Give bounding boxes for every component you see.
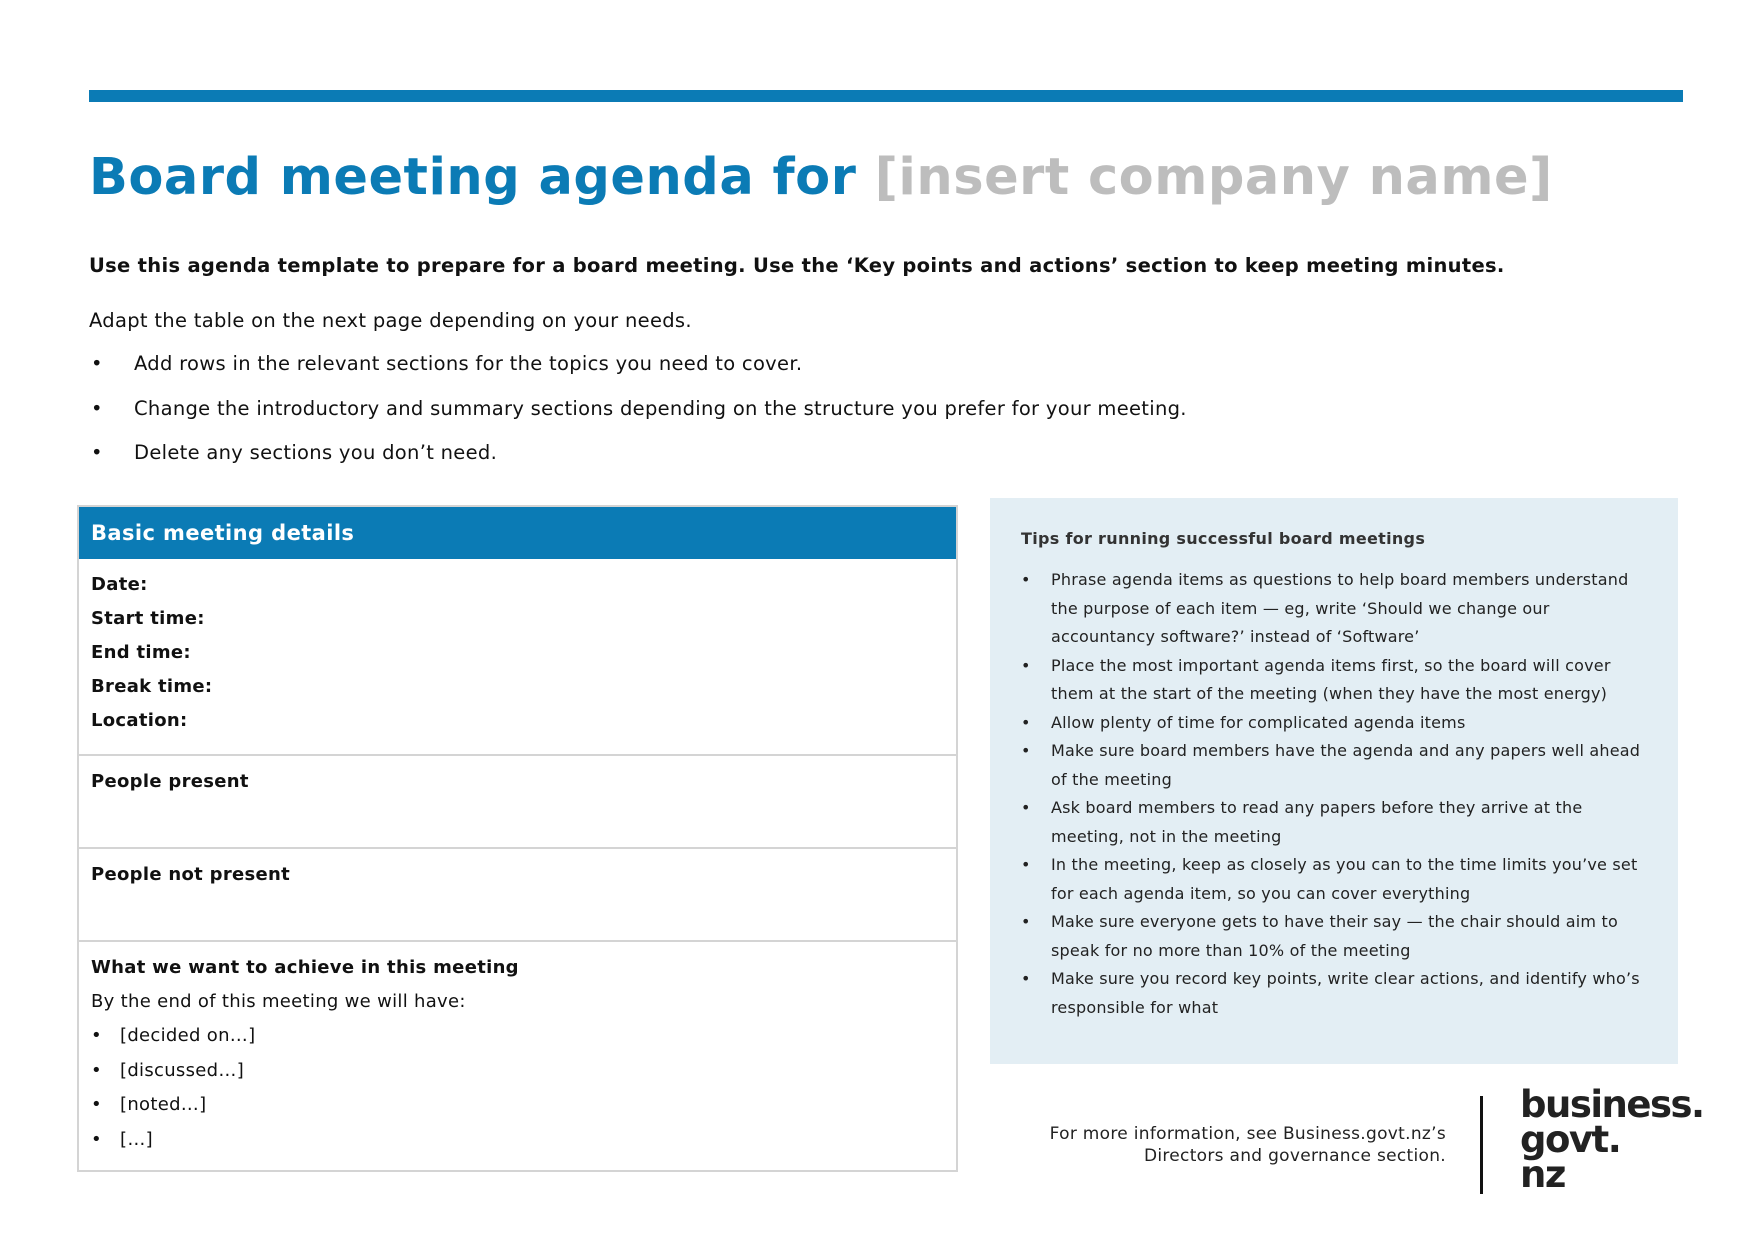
logo-line-3: nz [1520, 1153, 1565, 1196]
bullet-icon: • [1021, 655, 1031, 675]
intro-bullet [89, 352, 1187, 397]
more-info-line-2: Directors and governance section. [1143, 1146, 1446, 1166]
bullet-icon: • [1021, 741, 1031, 760]
more-info-line-1: For more information, see Business.govt.nz’s [1049, 1124, 1446, 1144]
achieve-item-text: [discussed…] [120, 1059, 245, 1081]
tip-item [1021, 737, 1658, 794]
tip-item [1021, 566, 1658, 652]
page-title [89, 148, 1553, 207]
tips-list [1021, 566, 1658, 1022]
end-time-field-label: End time: [91, 642, 191, 663]
logo-line-1: business. [1520, 1083, 1704, 1126]
intro-text: Adapt the table on the next page depending on your needs. [89, 309, 692, 332]
tip-item [1021, 794, 1658, 851]
tip-text: Make sure board members have the agenda and any papers well ahead of the meeting [1051, 741, 1641, 789]
bullet-icon: • [91, 1059, 102, 1081]
bullet-icon: • [91, 1025, 102, 1046]
tip-item [1021, 965, 1658, 1022]
people-not-present-section [79, 849, 956, 942]
achieve-item-text: [decided on…] [120, 1025, 256, 1046]
bullet-icon: • [1021, 798, 1031, 817]
intro-bullet [89, 397, 1187, 442]
tip-item [1021, 652, 1658, 709]
title-main: Board meeting agenda for [89, 148, 875, 207]
break-time-field-label: Break time: [91, 676, 213, 697]
achieve-item [91, 1093, 956, 1128]
intro-bullet-text: Change the introductory and summary sections depending on the structure you prefer for your meeting. [134, 396, 1187, 420]
achieve-subtext: By the end of this meeting we will have: [91, 991, 466, 1012]
bullet-icon: • [91, 352, 103, 375]
people-not-present-label: People not present [91, 864, 291, 885]
tips-title: Tips for running successful board meetings [1021, 529, 1426, 548]
more-info-note [1050, 1123, 1446, 1167]
bullet-icon: • [1021, 969, 1031, 988]
meeting-details-heading: Basic meeting details [79, 507, 956, 559]
tip-text: Place the most important agenda items first, so the board will cover them at the start of the meeting (when they have the most energy) [1051, 655, 1611, 703]
achieve-item [91, 1024, 956, 1059]
location-field-label: Location: [91, 710, 188, 731]
bullet-icon: • [1021, 855, 1031, 874]
start-time-field-label: Start time: [91, 608, 205, 629]
people-present-label: People present [91, 771, 249, 792]
tip-item [1021, 851, 1658, 908]
intro-bullet-text: Delete any sections you don’t need. [134, 441, 498, 464]
logo-divider [1480, 1096, 1483, 1194]
business-govt-nz-logo [1520, 1083, 1704, 1196]
bullet-icon: • [91, 1094, 102, 1115]
achieve-list [91, 1024, 956, 1162]
bullet-icon: • [1021, 712, 1031, 732]
tip-text: In the meeting, keep as closely as you can to the time limits you’ve set for each agenda item, so you can cover everything [1051, 855, 1638, 903]
logo-line-2: govt. [1520, 1118, 1621, 1161]
tip-item [1021, 709, 1658, 738]
tip-text: Make sure you record key points, write clear actions, and identify who’s responsible for what [1051, 969, 1640, 1017]
bullet-icon: • [91, 1128, 102, 1150]
achieve-item [91, 1128, 956, 1163]
people-present-section [79, 756, 956, 849]
bullet-icon: • [1021, 912, 1031, 931]
intro-bullet-text: Add rows in the relevant sections for the topics you need to cover. [134, 352, 803, 375]
bullet-icon: • [91, 396, 103, 420]
intro-bullet [89, 441, 1187, 486]
date-field-label: Date: [91, 574, 148, 595]
intro-bullet-list [89, 352, 1187, 486]
tip-text: Allow plenty of time for complicated agenda items [1051, 712, 1466, 732]
tip-item [1021, 908, 1658, 965]
achieve-section [79, 942, 956, 1162]
meeting-fields-section [79, 559, 956, 756]
tip-text: Phrase agenda items as questions to help board members understand the purpose of each item — eg, write ‘Should we change our accountancy software?’ instead of ‘Software’ [1051, 570, 1629, 646]
bullet-icon: • [1021, 570, 1031, 589]
tip-text: Ask board members to read any papers before they arrive at the meeting, not in the meeting [1051, 798, 1583, 846]
top-accent-rule [89, 90, 1683, 102]
title-company-placeholder: [insert company name] [874, 148, 1553, 207]
tip-text: Make sure everyone gets to have their say — the chair should aim to speak for no more than 10% of the meeting [1051, 912, 1618, 960]
achieve-heading: What we want to achieve in this meeting [91, 957, 519, 978]
achieve-item-text: [noted…] [120, 1094, 207, 1115]
tips-panel [990, 498, 1678, 1064]
bullet-icon: • [91, 441, 103, 464]
achieve-item-text: […] [120, 1128, 153, 1150]
achieve-item [91, 1059, 956, 1094]
intro-lead: Use this agenda template to prepare for a board meeting. Use the ‘Key points and actions’ section to keep meeting minutes. [89, 254, 1505, 277]
meeting-details-table [77, 505, 958, 1172]
